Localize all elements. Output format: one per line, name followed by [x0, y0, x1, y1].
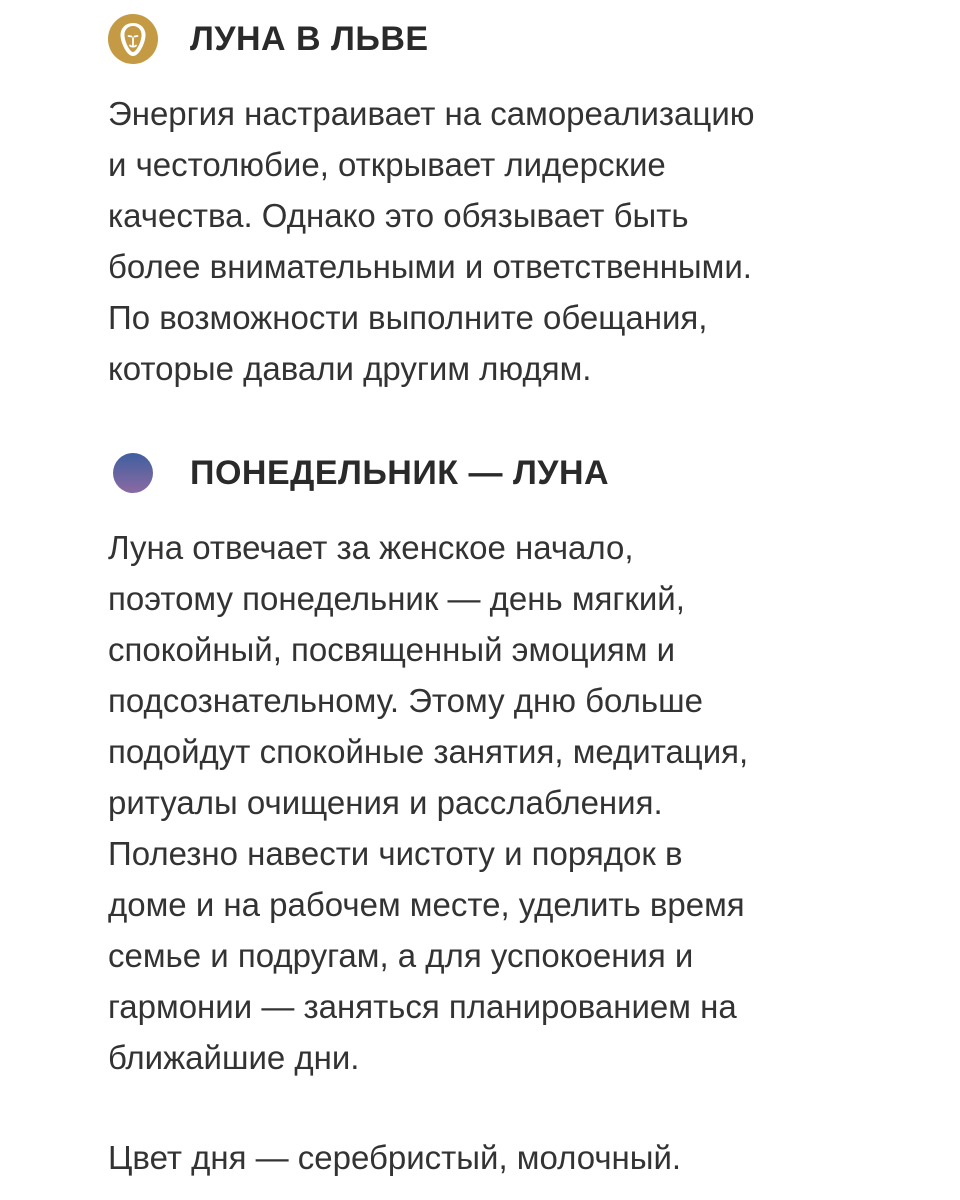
paragraph-line: качества. Однако это обязывает быть: [108, 197, 689, 234]
section-title-moon-in-leo: ЛУНА В ЛЬВЕ: [190, 19, 429, 58]
paragraph-line: ближайшие дни.: [108, 1039, 360, 1076]
paragraph-line: семье и подругам, а для успокоения и: [108, 937, 694, 974]
section-title-monday-moon: ПОНЕДЕЛЬНИК — ЛУНА: [190, 453, 610, 492]
paragraph-line: спокойный, посвященный эмоциям и: [108, 631, 676, 668]
paragraph-line: ритуалы очищения и расслабления.: [108, 784, 663, 821]
section-header-moon-in-leo: [108, 14, 429, 64]
color-of-day-line: Цвет дня — серебристый, молочный.: [108, 1139, 682, 1176]
paragraph-line: доме и на рабочем месте, уделить время: [108, 886, 745, 923]
paragraph-line: и честолюбие, открывает лидерские: [108, 146, 666, 183]
paragraph-line: которые давали другим людям.: [108, 350, 592, 387]
paragraph-monday-moon: [108, 522, 868, 1083]
paragraph-line: По возможности выполните обещания,: [108, 299, 708, 336]
color-of-day: [108, 1132, 868, 1183]
section-header-monday-moon: [108, 448, 609, 498]
paragraph-line: более внимательными и ответственными.: [108, 248, 752, 285]
lion-zodiac-icon: [108, 14, 158, 64]
paragraph-moon-in-leo: [108, 88, 868, 394]
paragraph-line: поэтому понедельник — день мягкий,: [108, 580, 685, 617]
paragraph-line: подойдут спокойные занятия, медитация,: [108, 733, 749, 770]
paragraph-line: гармонии — заняться планированием на: [108, 988, 737, 1025]
paragraph-line: подсознательному. Этому дню больше: [108, 682, 703, 719]
paragraph-line: Луна отвечает за женское начало,: [108, 529, 634, 566]
paragraph-line: Энергия настраивает на самореализацию: [108, 95, 755, 132]
moon-planet-icon: [108, 448, 158, 498]
paragraph-line: Полезно навести чистоту и порядок в: [108, 835, 683, 872]
